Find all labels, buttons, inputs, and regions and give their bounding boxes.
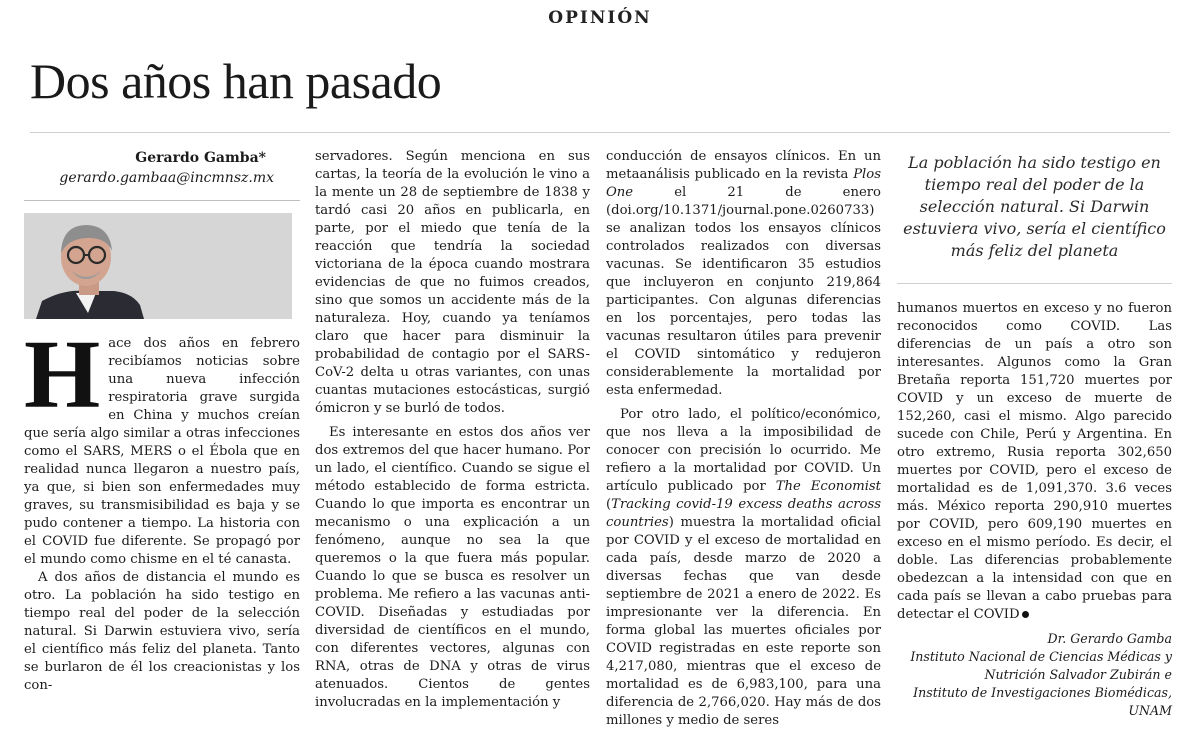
paragraph [606, 148, 881, 400]
author-email[interactable]: gerardo.gambaa@incmnsz.mx [59, 170, 274, 186]
author-photo [24, 213, 292, 319]
article-title: Tracking covid-19 excess deaths across countries [606, 497, 881, 530]
paragraph: ace dos años en febrero recibíamos noticias sobre una nueva infección respiratoria grave surgida en China y muchos creían que sería algo similar a otras infecciones como el SARS, MERS o el Ébola que en realidad nunca llegaron a nuestro país, ya que, si bien son enfermedades muy graves, su transmisibilidad es baja y se pudo contener a tiempo. La historia con el COVID fue diferente. Se propagó por el mundo como chisme en el té canasta. [24, 336, 300, 567]
column-4 [897, 300, 1172, 720]
pull-quote-divider [897, 283, 1172, 284]
column-1 [24, 148, 300, 695]
signoff-affiliation: UNAM [1128, 703, 1172, 718]
paragraph [606, 406, 881, 730]
text-run: el 21 de enero (doi.org/10.1371/journal.pone.0260733) se analizan todos los ensayos clínicos controlados realizados con diversas vacunas. Se identificaron 35 estudios que incluyeron en conjunto 219,864 participantes. Con algunas diferencias en los porcentajes, pero todas las vacunas resultaron útiles para prevenir el COVID sintomático y redujeron considerablemente la mortalidad por esta enfermedad. [606, 185, 881, 398]
signoff-affiliation: Instituto Nacional de Ciencias Médicas y [910, 649, 1172, 664]
section-label: OPINIÓN [548, 8, 652, 28]
signoff-affiliation: Nutrición Salvador Zubirán e [984, 667, 1172, 682]
signoff-name: Dr. Gerardo Gamba [1047, 631, 1172, 646]
drop-cap: H [24, 321, 101, 429]
pull-quote: La población ha sido testigo en tiempo real del poder de la selección natural. Si Darwin estuviera vivo, sería el científico más feliz del planeta [903, 153, 1166, 260]
column-2 [315, 148, 590, 712]
text-run: conducción de ensayos clínicos. En un metaanálisis publicado en la revista [606, 149, 881, 182]
end-mark-icon [1022, 611, 1029, 618]
headline: Dos años han pasado [30, 53, 442, 109]
text-run: Por otro lado, el político/económico, que nos lleva a la imposibilidad de conocer con precisión lo ocurrido. Me refiero a la mortalidad por COVID. Un artículo publicado por [606, 407, 881, 494]
byline-divider [24, 200, 300, 201]
paragraph: A dos años de distancia el mundo es otro. La población ha sido testigo en tiempo real del poder de la selección natural. Si Darwin estuviera vivo, sería el científico más feliz del planeta. Tanto se burlaron de él los creacionistas y los con- [24, 570, 300, 693]
article-body-start [24, 321, 300, 569]
paragraph: servadores. Según menciona en sus cartas, la teoría de la evolución le vino a la mente un 28 de septiembre de 1838 y tardó casi 20 años en publicarla, en parte, por el miedo que tenía de la reacción que tendría la sociedad victoriana de la época cuando mostrara evidencias de que no fuimos creados, sino que somos un accidente más de la naturaleza. Hoy, cuando ya teníamos claro que hacer para disminuir la probabilidad de contagio por el SARS-CoV-2 delta u otras variantes, con unas cuantas mutaciones estocásticas, surgió ómicron y se burló de todos. [315, 149, 590, 416]
publication-name: The Economist [775, 479, 881, 494]
column-3 [606, 148, 881, 730]
signoff-affiliation: Instituto de Investigaciones Biomédicas, [913, 685, 1172, 700]
text-run: ) muestra la mortalidad oficial por COVID y el exceso de mortalidad en cada país, desde marzo de 2020 a diversas fechas que van desde septiembre de 2021 a enero de 2022. Es impresionante ver la diferencia. En forma global las muertes oficiales por COVID registradas en este reporte son 4,217,080, mientras que el exceso de mortalidad es de 6,983,100, para una diferencia de 2,766,020. Hay más de dos millones y medio de seres [606, 515, 881, 728]
text-run: humanos muertos en exceso y no fueron reconocidos como COVID. Las diferencias de un país a otro son interesantes. Algunos como la Gran Bretaña reporta 151,720 muertes por COVID y un exceso de muerte de 152,260, casi el mismo. Algo parecido sucede con Chile, Perú y Argentina. En otro extremo, Rusia reporta 302,650 muertes por COVID, pero el exceso de mortalidad es de 1,091,370. 3.6 veces más. México reporta 290,910 muertes por COVID, pero 609,190 muertes en exceso en el mismo período. Es decir, el doble. Las diferencias probablemente obedezcan a la intensidad con que en cada país se llevan a cabo pruebas para detectar el COVID [897, 301, 1172, 622]
signoff [897, 630, 1172, 720]
headline-divider [30, 132, 1170, 133]
paragraph: Es interesante en estos dos años ver dos extremos del que hacer humano. Por un lado, el científico. Cuando se sigue el método establecido de forma estricta. Cuando lo que importa es encontrar un mecanismo o una explicación a un fenómeno, aunque no sea la que queremos o la que fuera más popular. Cuando lo que se busca es resolver un problema. Me refiero a las vacunas anti-COVID. Diseñadas y estudiadas por diversidad de científicos en el mundo, con diferentes vectores, algunas con RNA, otras de DNA y otras de virus atenuados. Cientos de gentes involucradas en la implementación y [315, 425, 590, 710]
text-run: ( [606, 497, 612, 512]
author-name: Gerardo Gamba* [135, 150, 266, 166]
paragraph [897, 300, 1172, 624]
journal-name: Plos One [606, 167, 881, 200]
